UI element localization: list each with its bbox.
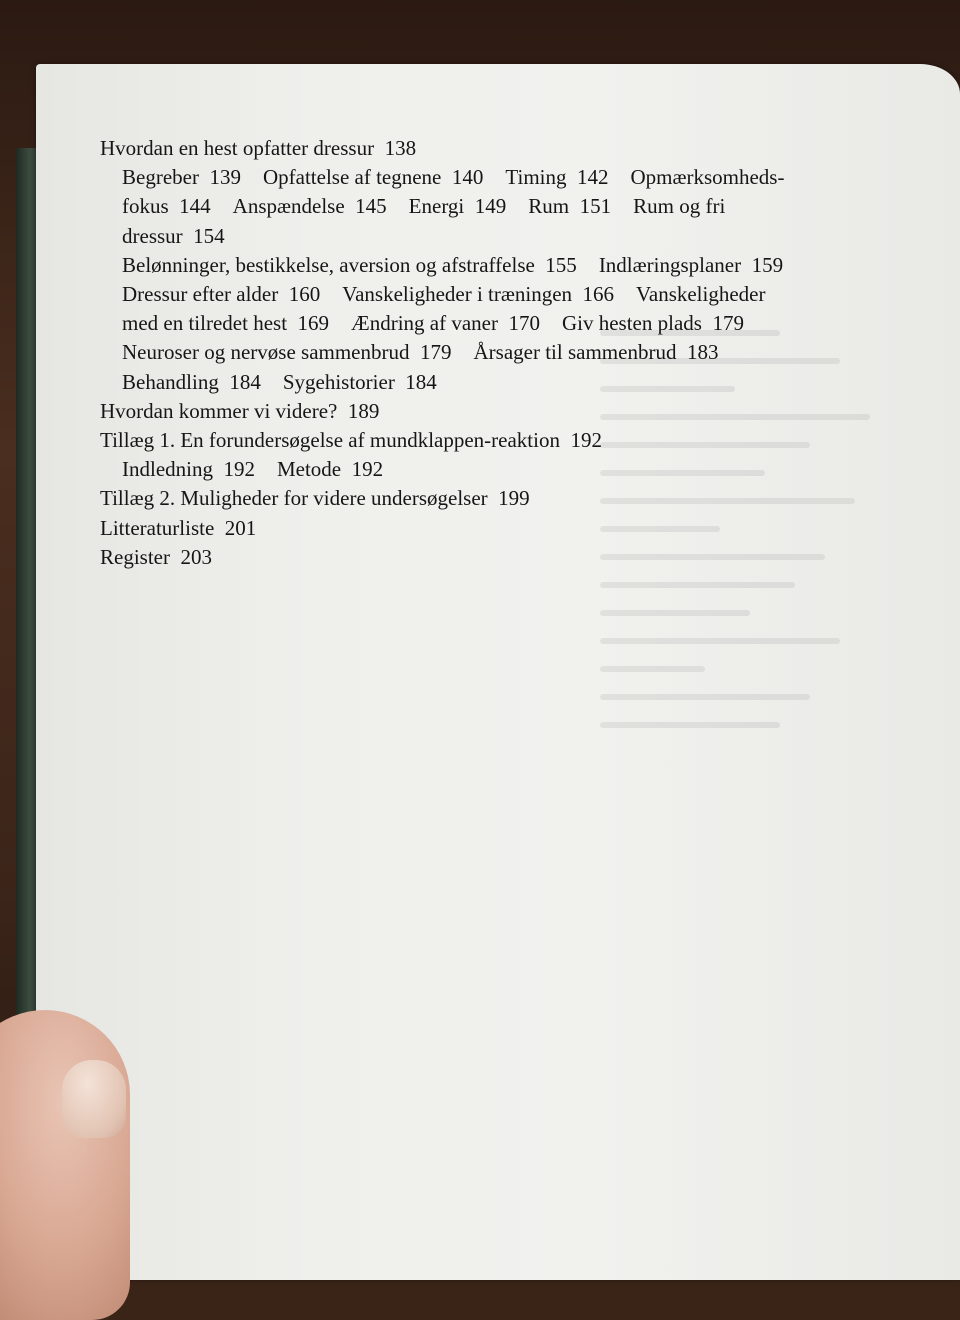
toc-line bbox=[100, 338, 890, 367]
toc-entry: Neuroser og nervøse sammenbrud 179 bbox=[122, 340, 452, 365]
toc-entry: Metode 192 bbox=[276, 457, 384, 482]
toc-entry: Energi 149 bbox=[408, 194, 507, 219]
toc-line bbox=[100, 484, 890, 513]
toc-entry: Rum 151 bbox=[528, 194, 612, 219]
toc-entry: Opmærksomheds- bbox=[630, 165, 785, 190]
toc-entry: Belønninger, bestikkelse, aversion og afstraffelse 155 bbox=[122, 252, 577, 277]
toc-entry: Hvordan kommer vi videre? 189 bbox=[100, 398, 380, 423]
toc-entry: Sygehistorier 184 bbox=[282, 369, 437, 394]
toc-entry: Litteraturliste 201 bbox=[100, 515, 257, 540]
toc-entry: med en tilredet hest 169 bbox=[122, 311, 330, 336]
toc-line bbox=[100, 397, 890, 426]
toc-entry: Opfattelse af tegnene 140 bbox=[262, 165, 484, 190]
toc-line bbox=[100, 543, 890, 572]
toc-entry: Vanskeligheder bbox=[636, 282, 766, 307]
toc-line bbox=[100, 163, 890, 192]
toc-entry: Indlæringsplaner 159 bbox=[598, 252, 784, 277]
toc-line bbox=[100, 426, 890, 455]
table-of-contents bbox=[100, 134, 890, 572]
toc-entry: Vanskeligheder i træningen 166 bbox=[342, 282, 615, 307]
toc-entry: Begreber 139 bbox=[122, 165, 241, 190]
toc-line bbox=[100, 455, 890, 484]
toc-entry: Timing 142 bbox=[505, 165, 609, 190]
toc-entry: Indledning 192 bbox=[122, 457, 255, 482]
toc-entry: Dressur efter alder 160 bbox=[122, 282, 321, 307]
toc-entry: Årsager til sammenbrud 183 bbox=[473, 340, 719, 365]
toc-entry: Behandling 184 bbox=[122, 369, 261, 394]
toc-line bbox=[100, 134, 890, 163]
toc-entry: Hvordan en hest opfatter dressur 138 bbox=[100, 136, 417, 160]
finger bbox=[0, 1010, 130, 1320]
toc-entry: Anspændelse 145 bbox=[232, 194, 387, 219]
toc-line bbox=[100, 514, 890, 543]
toc-entry: Tillæg 2. Muligheder for videre undersøgelser 199 bbox=[100, 486, 530, 511]
toc-line bbox=[100, 309, 890, 338]
toc-line bbox=[100, 192, 890, 221]
toc-line bbox=[100, 280, 890, 309]
toc-entry: dressur 154 bbox=[122, 223, 225, 248]
toc-entry: Ændring af vaner 170 bbox=[351, 311, 540, 336]
toc-entry: Giv hesten plads 179 bbox=[561, 311, 744, 336]
toc-line bbox=[100, 368, 890, 397]
toc-line bbox=[100, 222, 890, 251]
toc-entry: Tillæg 1. En forundersøgelse af mundklappen-reaktion 192 bbox=[100, 428, 602, 453]
toc-entry: Register 203 bbox=[100, 544, 212, 569]
toc-entry: fokus 144 bbox=[122, 194, 211, 219]
toc-line bbox=[100, 251, 890, 280]
toc-entry: Rum og fri bbox=[633, 194, 726, 219]
fingernail bbox=[62, 1060, 126, 1138]
